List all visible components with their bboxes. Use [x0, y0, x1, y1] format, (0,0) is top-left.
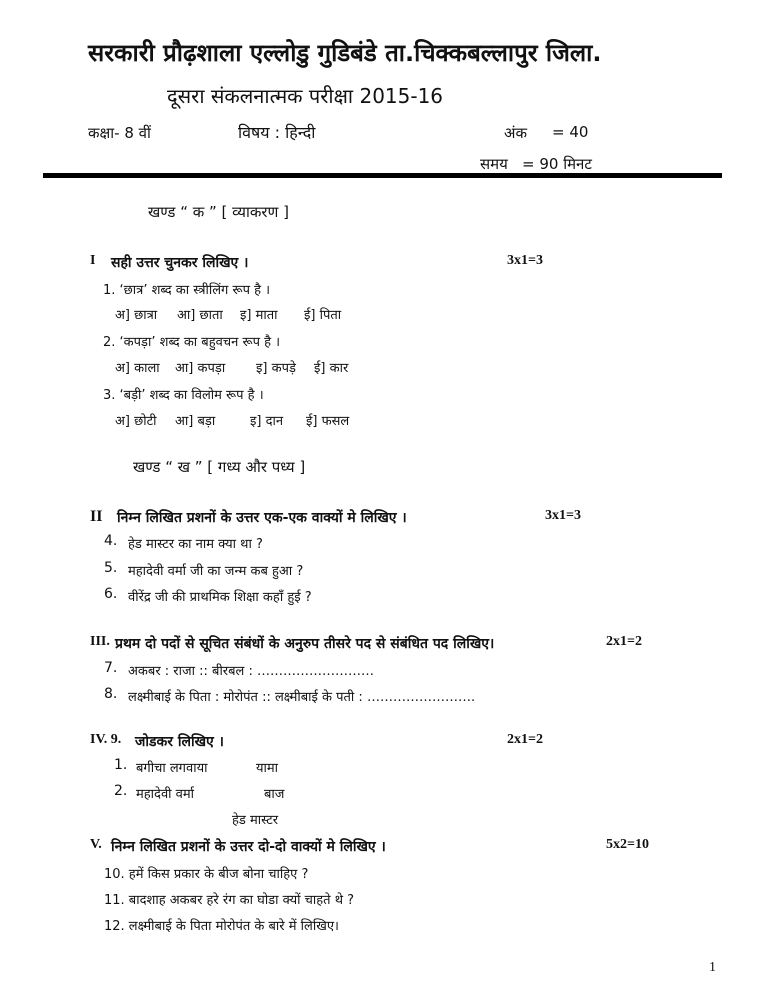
header-rule	[43, 173, 722, 178]
q3-number: III.	[90, 634, 110, 649]
q4-row-2-left: महादेवी वर्मा	[136, 787, 195, 802]
q1-text: सही उत्तर चुनकर लिखिए ।	[111, 255, 249, 271]
q1-item-2: 2. ‘कपड़ा’ शब्द का बहुवचन रूप है ।	[103, 335, 281, 350]
q1-item-2-options	[115, 358, 348, 376]
option: ई] फसल	[306, 414, 350, 429]
option: ई] कार	[314, 361, 349, 376]
q4-row-1-left: बगीचा लगवाया	[136, 761, 208, 776]
page-number: 1	[709, 960, 716, 975]
q1-item-1: 1. ‘छात्र’ शब्द का स्त्रीलिंग रूप है ।	[103, 283, 271, 298]
marks-value: = 40	[552, 123, 589, 141]
q1-item-1-options	[115, 305, 341, 323]
q2-item-6: वीरेंद्र जी की प्राथमिक शिक्षा कहाँ हुई ?	[128, 590, 312, 605]
q5-text: निम्न लिखित प्रशनों के उत्तर दो-दो वाक्यों मे लिखिए ।	[111, 839, 386, 855]
q1-item-3-options	[115, 411, 349, 429]
option: इ] दान	[250, 414, 284, 429]
q2-item-4: हेड मास्टर का नाम क्या था ?	[128, 537, 263, 552]
q5-item-12: 12. लक्ष्मीबाई के पिता मोरोपंत के बारे में लिखिए।	[104, 919, 339, 934]
q3-item-8: लक्ष्मीबाई के पिता : मोरोपंत :: लक्ष्मीबाई के पती : …………………….	[128, 690, 476, 705]
q2-item-5: महादेवी वर्मा जी का जन्म कब हुआ ?	[128, 564, 304, 579]
q2-number: II	[90, 508, 103, 525]
class-label: कक्षा- 8 वीं	[88, 124, 151, 142]
option: अ] छात्रा	[115, 308, 158, 323]
marks-label: अंक	[504, 124, 527, 142]
q4-text: जोडकर लिखिए ।	[135, 734, 224, 750]
option: अ] छोटी	[115, 414, 157, 429]
q2-text: निम्न लिखित प्रशनों के उत्तर एक-एक वाक्यों मे लिखिए ।	[117, 510, 407, 526]
q1-number: I	[90, 253, 96, 268]
option: इ] माता	[240, 308, 278, 323]
option: आ] बड़ा	[175, 414, 216, 429]
option: आ] छाता	[177, 308, 223, 323]
option: ई] पिता	[304, 308, 342, 323]
q4-marks: 2x1=2	[507, 732, 543, 747]
school-title: सरकारी प्रौढ़शाला एल्लोडु गुडिबंडे ता.चिक्कबल्लापुर जिला.	[88, 39, 602, 67]
q5-item-10: 10. हमें किस प्रकार के बीज बोना चाहिए ?	[104, 867, 309, 882]
option: आ] कपड़ा	[175, 361, 226, 376]
q2-item-6-number: 6.	[104, 586, 118, 602]
q2-item-5-number: 5.	[104, 560, 118, 576]
section-kha-heading: खण्ड “ ख ” [ गध्य और पध्य ]	[133, 458, 306, 476]
q2-marks: 3x1=3	[545, 508, 581, 523]
q3-text: प्रथम दो पदों से सूचित संबंधों के अनुरुप तीसरे पद से संबंधित पद लिखिए।	[115, 636, 495, 652]
option: इ] कपड़े	[256, 361, 296, 376]
q5-marks: 5x2=10	[606, 837, 649, 852]
q5-item-11: 11. बादशाह अकबर हरे रंग का घोडा क्यों चाहते थे ?	[104, 893, 355, 908]
q4-row-1-number: 1.	[114, 757, 128, 773]
q4-number: IV. 9.	[90, 732, 122, 747]
subject-label: विषय : हिन्दी	[238, 123, 316, 142]
q4-row-2-number: 2.	[114, 783, 128, 799]
q1-marks: 3x1=3	[507, 253, 543, 268]
exam-title: दूसरा संकलनात्मक परीक्षा 2015-16	[167, 84, 444, 108]
q2-item-4-number: 4.	[104, 533, 118, 549]
option: अ] काला	[115, 361, 160, 376]
q5-number: V.	[90, 837, 102, 852]
q4-row-1-right: यामा	[256, 761, 279, 776]
q4-row-2-right: बाज	[264, 787, 285, 802]
q1-item-3: 3. ‘बड़ी’ शब्द का विलोम रूप है ।	[103, 388, 264, 403]
q3-item-7-number: 7.	[104, 660, 118, 676]
q3-marks: 2x1=2	[606, 634, 642, 649]
time-value: = 90 मिनट	[522, 155, 592, 173]
time-label: समय	[480, 155, 508, 173]
q3-item-7: अकबर : राजा :: बीरबल : ………………………	[128, 664, 375, 679]
q3-item-8-number: 8.	[104, 686, 118, 702]
q4-extra-option: हेड मास्टर	[232, 813, 279, 828]
section-ka-heading: खण्ड “ क ” [ व्याकरण ]	[148, 203, 290, 221]
